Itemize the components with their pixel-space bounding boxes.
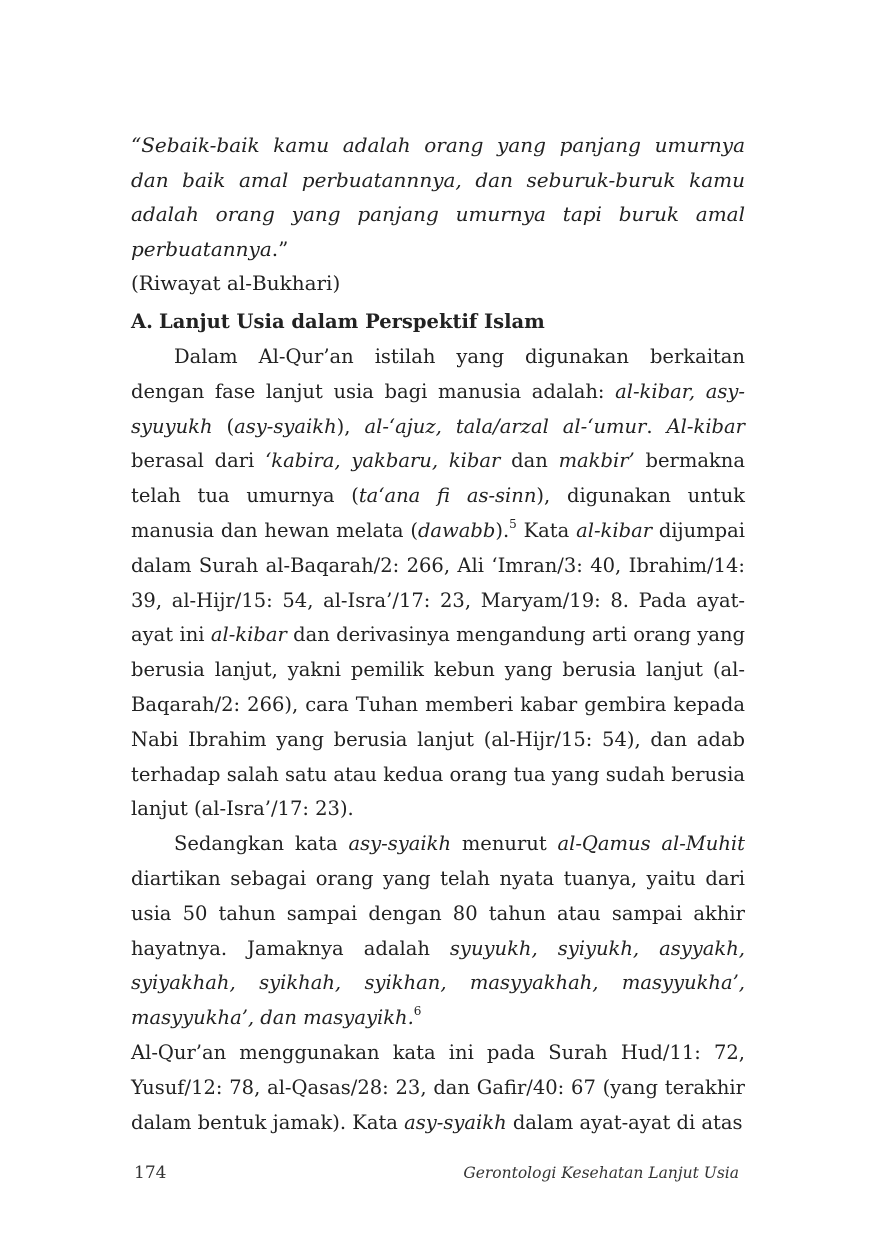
term: ‘kabira, yakbaru, kibar xyxy=(265,449,501,473)
text-run: Dalam Al-Qur’an istilah yang digunakan berkaitan dengan fase lanjut usia bagi manusia adalah: xyxy=(131,345,745,403)
text-run: . xyxy=(646,414,667,438)
paragraph-3 xyxy=(131,1036,745,1140)
term: dawabb xyxy=(417,518,496,542)
term: syuyukh, syiyukh, asyyakh, syiyakhah, syikhah, syikhan, masyyakhah, masyyukha’, masyyukha’, dan masyayikh. xyxy=(131,936,746,1030)
text-run: dalam ayat-ayat di atas xyxy=(506,1110,743,1134)
hadith-quote xyxy=(131,128,745,301)
text-run: bermakna telah tua umurnya ( xyxy=(131,449,745,508)
term: asy-syaikh xyxy=(234,414,337,438)
text-run: menurut xyxy=(451,832,558,856)
text-run: Al-Qur’an menggunakan kata ini pada Surah Hud/11: 72, Yusuf/12: 78, al-Qasas/28: 23, dan Gafir/40: 67 (yang terakhir dalam bentuk jamak). Kata xyxy=(131,1040,745,1134)
text-run: diartikan sebagai orang yang telah nyata tuanya, yaitu dari usia 50 tahun sampai dengan 80 tahun atau sampai akhir hayatnya. Jamaknya adalah xyxy=(131,866,745,960)
term: asy-syaikh xyxy=(348,832,452,856)
term: asy-syaikh xyxy=(404,1110,507,1134)
text-run: dan derivasinya mengandung arti orang yang berusia lanjut, yakni pemilik kebun yang berusia lanjut (al-Baqarah/2: 266), cara Tuhan memberi kabar gembira kepada Nabi Ibrahim yang berusia lanjut (al-Hijr/15: 54), dan adab terhadap salah satu atau kedua orang tua yang sudah berusia lanjut (al-Isra’/17: 23). xyxy=(131,623,745,821)
text-run: ( xyxy=(212,414,235,438)
text-run: ), xyxy=(336,414,365,438)
text-run: dan xyxy=(500,449,559,473)
page-number: 174 xyxy=(134,1163,167,1183)
text-run: Sedangkan kata xyxy=(174,832,349,856)
paragraph-1 xyxy=(131,340,745,827)
section-letter: A. xyxy=(131,310,153,333)
footnote-ref[interactable]: 5 xyxy=(509,516,517,531)
text-run: dijumpai dalam Surah al-Baqarah/2: 266, Ali ‘Imran/3: 40, Ibrahim/14: 39, al-Hijr/15: 54, al-Isra’/17: 23, Maryam/19: 8. Pada ayat-ayat ini xyxy=(131,518,745,647)
section-heading xyxy=(131,306,745,338)
term: makbir’ xyxy=(558,449,635,473)
page-footer xyxy=(131,1163,739,1191)
term: al-kibar xyxy=(576,518,653,542)
running-title: Gerontologi Kesehatan Lanjut Usia xyxy=(463,1164,739,1182)
paragraph-2 xyxy=(131,827,745,1036)
text-run: berasal dari xyxy=(131,449,266,473)
term: al-kibar, asy-syuyukh xyxy=(131,379,745,438)
term: al-‘ajuz, tala/arzal al-‘umur xyxy=(364,414,647,438)
quote-close: .” xyxy=(271,236,289,261)
quote-text: “Sebaik-baik kamu adalah orang yang panjang umurnya dan baik amal perbuatannnya, dan seburuk-buruk kamu adalah orang yang panjang umurnya tapi buruk amal perbuatannya xyxy=(131,133,745,261)
body-text xyxy=(131,340,745,1140)
footnote-ref[interactable]: 6 xyxy=(413,1004,422,1019)
term: ta‘ana fi as-sinn xyxy=(358,484,537,508)
text-run: Kata xyxy=(516,518,577,542)
section-title: Lanjut Usia dalam Perspektif Islam xyxy=(159,310,545,333)
term: al-kibar xyxy=(210,623,287,647)
text-run: ). xyxy=(495,518,510,542)
term: Al-kibar xyxy=(666,414,745,438)
quote-source: (Riwayat al-Bukhari) xyxy=(131,271,341,295)
term: al-Qamus al-Muhit xyxy=(557,832,745,856)
text-run: ), digunakan untuk manusia dan hewan melata ( xyxy=(131,484,745,542)
